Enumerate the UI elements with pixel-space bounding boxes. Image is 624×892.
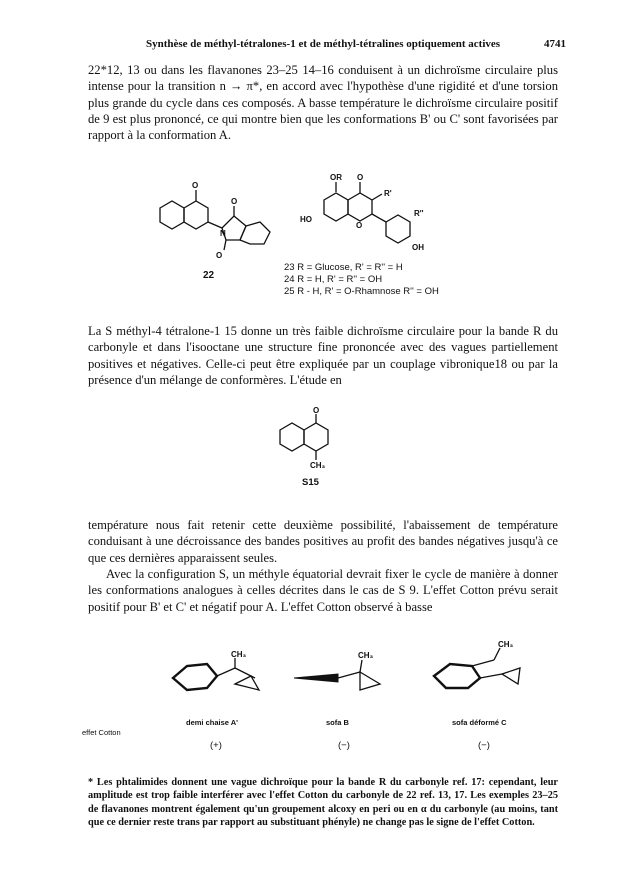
compound-s15-label: S15: [302, 477, 319, 488]
structure-compound-22: [150, 178, 280, 278]
paragraph-1: 22*12, 13 ou dans les flavanones 23–25 14–16 conduisent à un dichroïsme circulaire plus intense pour la transition n → π*, en accord avec l'hypothèse d'une rigidité et d'une torsion plus grande du cycle dans ces composés. A basse température le dichroïsme circulaire positif de 9 est plus prononcé, ce qui montre bien que les conformations B' ou C' sont favorisées par rapport à la conformation A.: [88, 63, 558, 143]
atom-n-22: N: [220, 229, 226, 238]
substituent-25: 25 R - H, R' = O-Rhamnose R'' = OH: [284, 286, 439, 297]
atom-oh: OH: [412, 243, 424, 252]
atom-or: OR: [330, 173, 342, 182]
header-title: Synthèse de méthyl-tétralones-1 et de méthyl-tétralines optiquement actives: [146, 38, 501, 50]
atom-o-22b: O: [231, 197, 238, 206]
structure-flavanones: [290, 170, 450, 260]
atom-rpp: R'': [414, 209, 424, 218]
conformation-sofa-b: [288, 650, 398, 710]
conformation-sign-b: (−): [338, 740, 350, 751]
substituent-23: 23 R = Glucose, R' = R'' = H: [284, 262, 403, 273]
atom-o-22a: O: [192, 181, 199, 190]
conformation-sign-c: (−): [478, 740, 490, 751]
conformation-name-a: demi chaise A': [186, 718, 238, 727]
atom-ho: HO: [300, 215, 312, 224]
structure-s15: [274, 406, 354, 470]
atom-ch3-c: CH₃: [498, 640, 514, 649]
atom-ch3-b: CH₃: [358, 651, 374, 660]
atom-o-ring: O: [356, 221, 363, 230]
atom-o-22c: O: [216, 251, 223, 260]
page-number: 4741: [544, 38, 566, 50]
atom-ch3-a: CH₃: [231, 650, 247, 659]
conformation-name-c: sofa déformé C: [452, 718, 507, 727]
running-header: [146, 38, 566, 50]
atom-rp: R': [384, 189, 392, 198]
paragraph-4: Avec la configuration S, un méthyle équatorial devrait fixer le cycle de manière à donner les conformations analogues à celles décrites dans le cas de S 9. L'effet Cotton prévu serait positif pour B' et C' et négatif pour A. L'effet Cotton observé à basse: [88, 567, 558, 614]
footnote: * Les phtalimides donnent une vague dichroïque pour la bande R du carbonyle ref. 17: cependant, leur amplitude est trop faible interférer avec l'effet Cotton du carbonyle de 22 ref. 13, 17. Les exemples 23–25 de flavanones montrent également qu'un groupement alcoxy en peri ou en α du carbonyle (au moins, tant que ce dernier reste trans par rapport au substituant phényle) ne change pas le signe de l'effet Cotton.: [88, 777, 558, 828]
conformation-distorted-sofa-c: [428, 642, 548, 706]
paragraph-3: température nous fait retenir cette deuxième possibilité, l'abaissement de température conduisant à une décroissance des bandes positives au profit des bandes négatives jusqu'à ce que ces dernières apparaissent seules.: [88, 518, 558, 565]
conformation-name-b: sofa B: [326, 718, 349, 727]
substituent-24: 24 R = H, R' = R'' = OH: [284, 274, 383, 285]
compound-22-label: 22: [203, 270, 215, 281]
paragraph-2: La S méthyl-4 tétralone-1 15 donne un très faible dichroïsme circulaire pour la bande R du carbonyle et dans l'isooctane une structure fine prononcée avec des vagues partiellement positives et négatives. Celle-ci peut être expliquée par un couplage vibronique18 ou par la présence d'un mélange de conformères. L'étude en: [88, 324, 558, 387]
atom-o-flav: O: [357, 173, 364, 182]
cotton-effect-label: effet Cotton: [82, 728, 121, 737]
atom-ch3-s15: CH₃: [310, 461, 326, 470]
conformation-sign-a: (+): [210, 740, 222, 751]
conformation-half-chair-a: [165, 650, 275, 710]
atom-o-s15: O: [313, 406, 320, 415]
